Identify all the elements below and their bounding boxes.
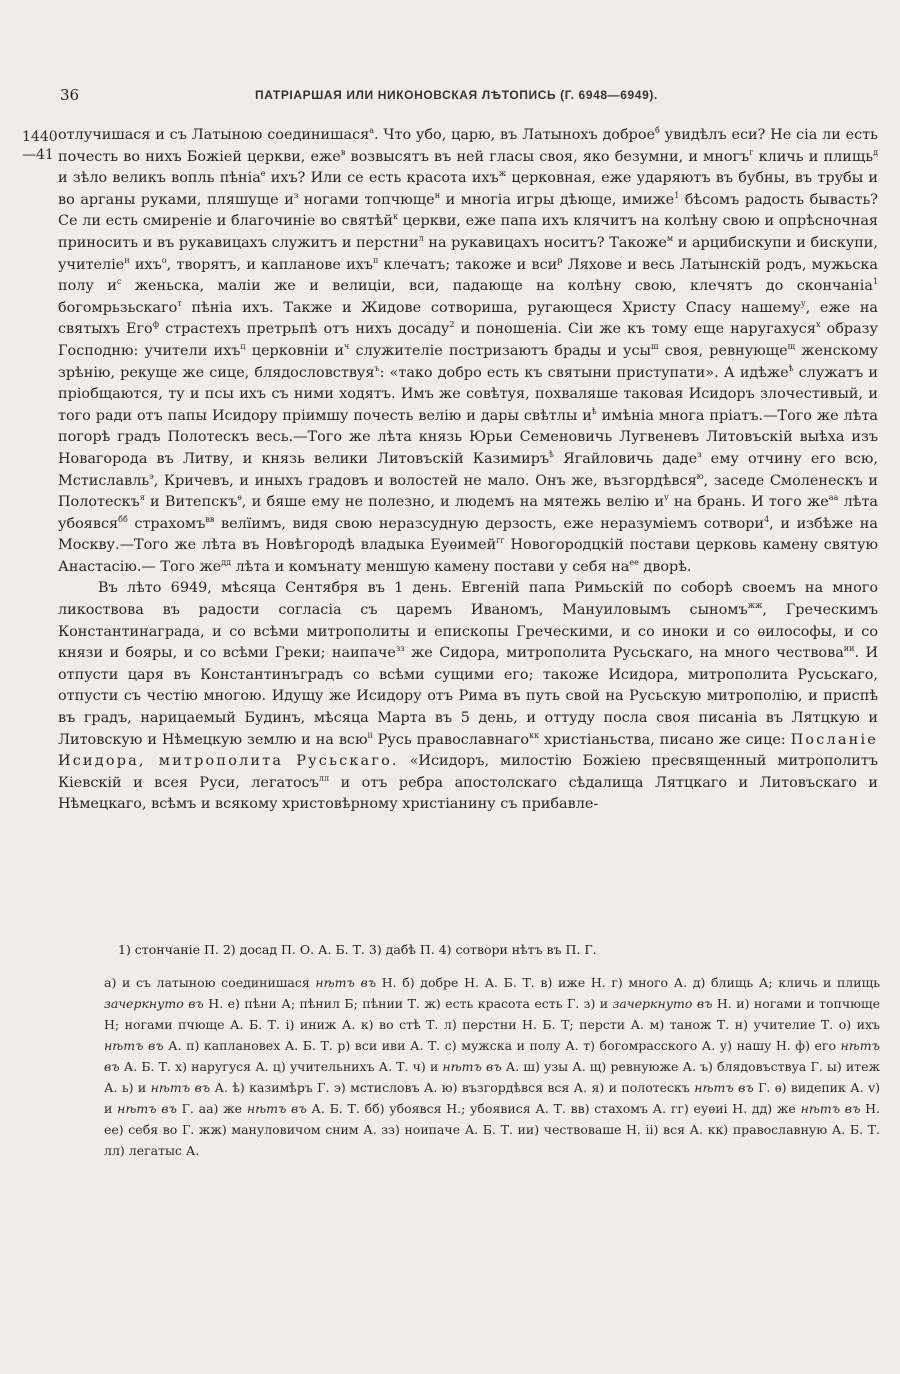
paragraph-2: Въ лѣто 6949, мѣсяца Сентября въ 1 день. Евгеній папа Римьскій по соборѣ своемъ на много ликоствова въ радости согласіа съ царемъ Иваномъ, Мануиловымъ сыномъ$^{жж}$, Греческимъ Константинаграда, и со всѣми митрополиты и епископы Греческими, и со иноки и со ѳилософы, и со князи и бояры, и со всѣми Греки; наипаче$^{зз}$ же Сидора, митрополита Русьскаго, на много чествова$^{ии}$. И отпусти царя въ Константинъградъ со всѣми сущими его; такоже Исидора, митрополита Русьскаго, отпусти съ честію многою. Идущу же Исидору отъ Рима въ путь свой на Русьскую митрополію, и приспѣ въ градъ, нарицаемый Будинъ, мѣсяца Марта въ 5 день, и оттуду посла своя писаніа въ Лятцкую и Литовскую и Нѣмецкую землю и на всю$^{іі}$ Русь православнаго$^{кк}$ христіаньства, писано же сице: Посланіе Исидора, митрополита Русьскаго. «Исидоръ, милостію Божіею пресвященный митрополитъ Кіевскій и всея Руси, легатосъ$^{лл}$ и отъ ребра апостолскаго сѣдалища Лятцкаго и Литовъскаго и Нѣмецкаго, всѣмъ и всякому христовѣрному христіанину съ прибавле-	[58, 580, 879, 813]
main-text	[58, 125, 878, 816]
footnotes-numbered: 1) стончаніе П. 2) досад П. О. А. Б. Т. 3) дабѣ П. 4) сотвори нѣтъ въ П. Г.	[118, 942, 597, 957]
footnotes-lettered: а) и съ латыною соединишася нѣтъ въ Н. б) добре Н. А. Б. Т. в) иже Н. г) много А. д) блищь А; кличь и плищь зачеркнуто въ Н. е) пѣни А; пѣнил Б; пѣнии Т. ж) есть красота есть Г. з) и зачеркнуто въ Н. и) ногами и топчюще Н; ногами пчюще А. Б. Т. і) иниж А. к) во стѣ Т. л) перстни Н. Б. Т; персти А. м) танож Т. н) учителие Т. о) ихъ нѣтъ въ А. п) каплановех А. Б. Т. р) вси иви А. Т. с) мужска и полу А. т) богомрасского А. у) нашу Н. ф) его нѣтъ въ А. Б. Т. х) наругуся А. ц) учительнихъ А. Т. ч) и нѣтъ въ А. ш) узы А. щ) ревнуюже А. ъ) блядовъствуа Г. ы) итеж А. ь) и нѣтъ въ А. ѣ) казимѣръ Г. э) мстисловъ А. ю) възгордѣвся вся А. я) и полотескъ нѣтъ въ Г. ѳ) видепик А. v) и нѣтъ въ Г. аа) же нѣтъ въ А. Б. Т. бб) убоявся Н.; убоявися А. Т. вв) стахомъ А. гг) еуѳиі Н. дд) же нѣтъ въ Н. ее) себя во Г. жж) мануловичом сним А. зз) ноипаче А. Б. Т. ии) чествоваше Н. іі) вся А. кк) православную А. Б. Т. лл) легатыс А.	[104, 975, 881, 1158]
page-number: 36	[60, 86, 80, 104]
running-title: ПАТРІАРШАЯ ИЛИ НИКОНОВСКАЯ ЛѢТОПИСЬ (Г. 6948—6949).	[255, 88, 658, 102]
page-header	[60, 86, 860, 110]
epistle-heading: Посланіе Исидора, митрополита Русьскаго.	[58, 731, 878, 770]
margin-year-1: 1440	[22, 129, 58, 145]
margin-year-2: —41	[22, 147, 54, 163]
paragraph-1: отлучишася и съ Латыною соединишася$^а$. Что убо, царю, въ Латынохъ доброе$^б$ увидѣлъ еси? Не сіа ли есть почесть во нихъ Божіей церкви, еже$^в$ возвысятъ въ ней гласы своя, яко безумни, и многъ$^г$ кличь и плищь$^д$ и зѣло великъ вопль пѣніа$^е$ ихъ? Или се есть красота ихъ$^ж$ церковная, еже ударяютъ въ бубны, въ трубы и во арганы руками, пляшуще $и^з$ ногами топчюще$^н$ и многіа игры дѣюще, имиже$^1$ бѣсомъ радость бывасть? Се ли есть смиреніе и благочиніе во святѣй$^к$ церкви, еже папа ихъ клячитъ на колѣну свою и опрѣсночная приносить и въ рукавицахъ служитъ и перстни$^л$ на рукавицахъ носитъ? Такоже$^м$ и арцибискупи и бискупи, учителіе$^н$ ихъ$^о$, творятъ, и каплановe ихъ$^п$ клечатъ; такоже и вси$^р$ Ляхове и весь Латынскій родъ, мужьска полу $и^с$ женьска, маліи же и велиціи, вси, падающе на колѣну свою, клечятъ до скончаніа$^1$ богомрьзьскаго$^т$ пѣніа ихъ. Также и Жидове сотвориша, ругающеся Христу Спасу нашему$^у$, еже на святыхъ Его$^ф$ страстехъ претрьпѣ отъ нихъ досаду$^2$ и поношеніа. Сіи же къ тому еще наругахуся$^х$ образу Господню: учители ихъ$^ц$ церковніи $и^ч$ служителіе постризаютъ брады и усы$^ш$ своя, ревнующе$^щ$ женскому зрѣнію, рекуще же сице, блядословствуя$^ъ$: «тако добро есть къ святыни приступати». А идѣже$^ѣ$ служатъ и пріобщаются, ту и псы ихъ съ ними ходятъ. Имъ же совѣтуя, похваляше таковая Исидоръ злочестивый, и того ради отъ папы Исидору пріимшу почесть велію и дары свѣтлы $и^ѣ$ имѣніа многа пріатъ.—Того же лѣта погорѣ градъ Полотескъ весь.—Того же лѣта князь Юрьи Семеновичь Лугвеневъ Литовъскій выѣха изъ Новагорода въ Литву, и князь велики Литовъскій Казимиръ$^ѣ$ Ягайловичь даде$^з$ ему отчину его всю, Мстиславль$^э$, Кричевъ, и иныхъ градовъ и волостей не мало. Онъ же, възгордѣвся$^ю$, заседе Смоленескъ и Полотескъ$^я$ и Витепскъ$^ѳ$, и бяше ему не полезно, и людемъ на мятежь велію $и^v$ на брань. И того $же^{аа}$ лѣта убоявся$^{бб}$ страхомъ$^{вв}$ велїимъ, видя свою неразсудную дерзость, еже неразуміемъ сотвори$^4$, и избѣже на Москву.—Того же лѣта въ Новѣгородѣ владыка Еуѳимей$^{гг}$ Новогородцкій постави церковь камену святую Анастасію.— Того $же^{дд}$ лѣта и комънату меншую камену постави у себя $на^{ее}$ дворѣ.	[58, 126, 879, 575]
